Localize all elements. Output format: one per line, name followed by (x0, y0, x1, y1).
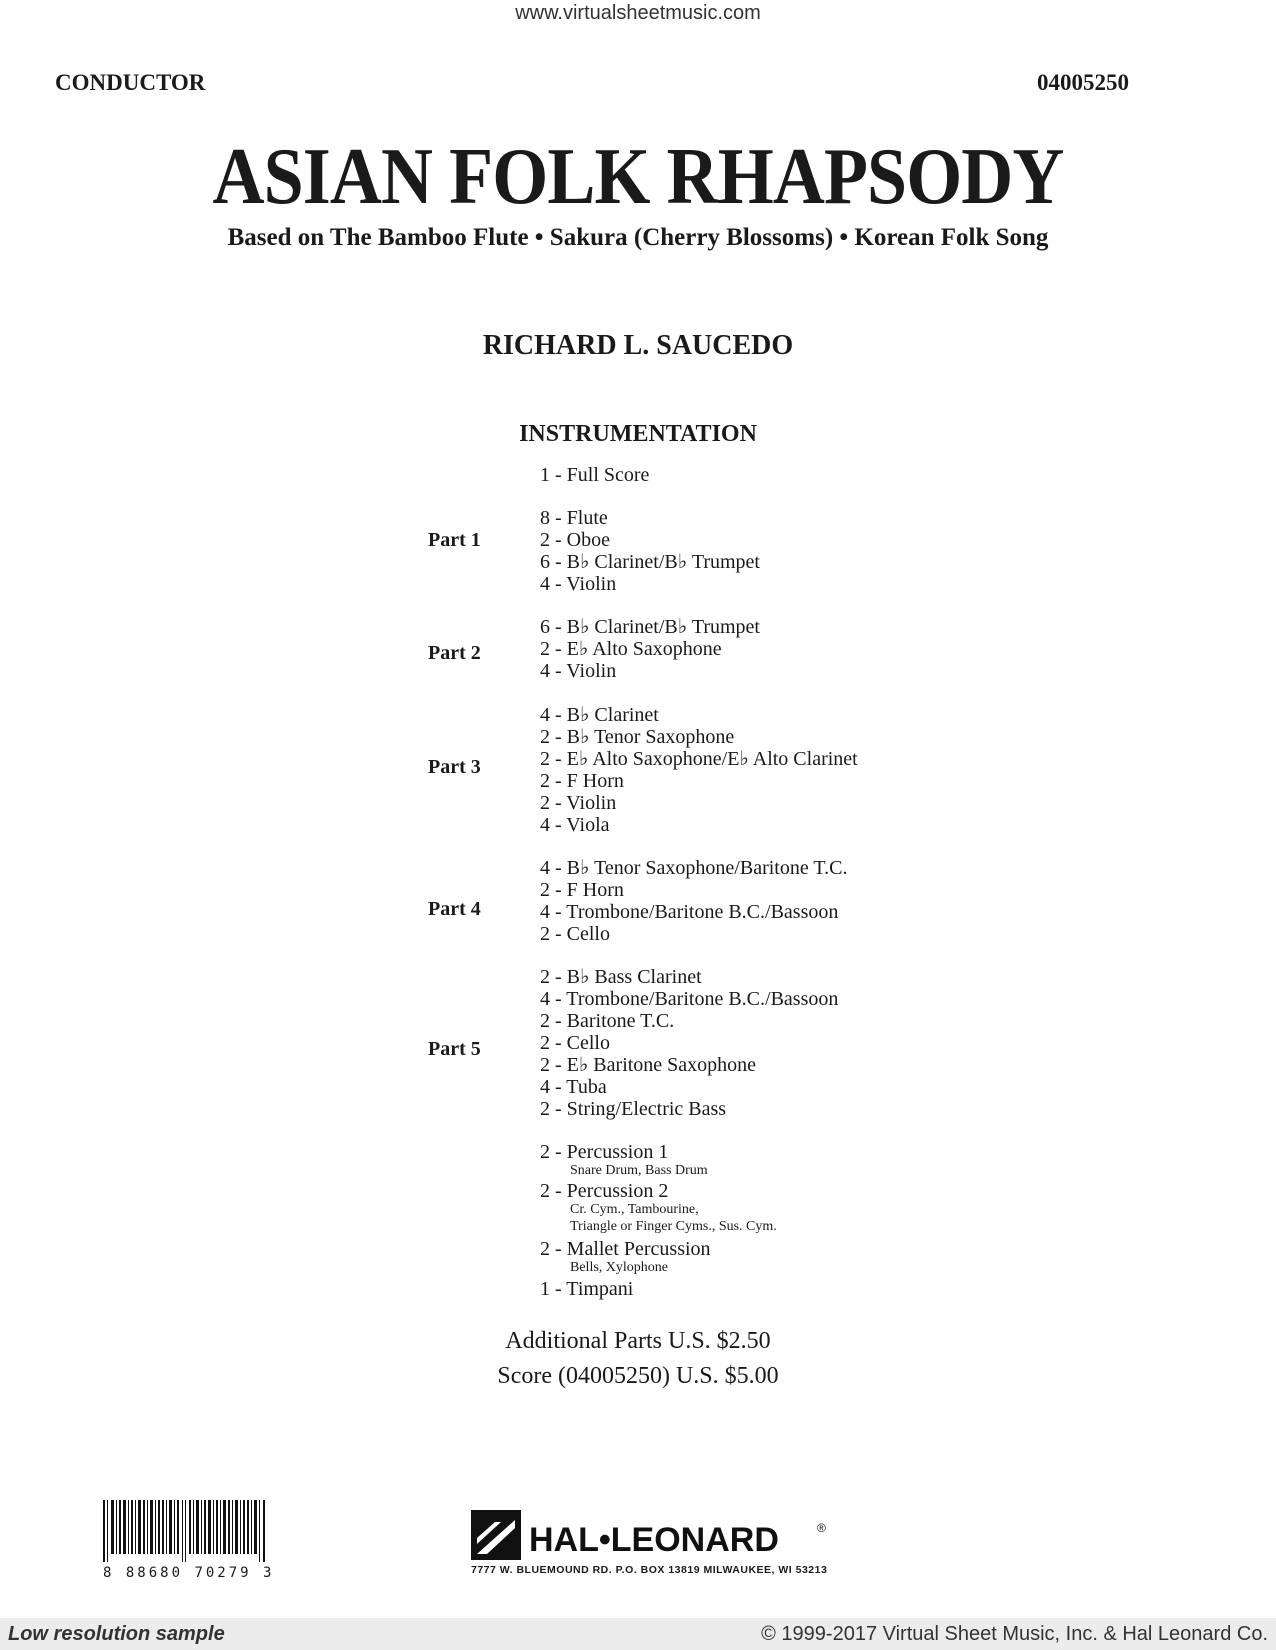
list-item: 2 - Violin (540, 792, 617, 814)
registered-mark: ® (817, 1521, 826, 1535)
list-item-detail: Cr. Cym., Tambourine, (570, 1202, 699, 1217)
list-item: 4 - Violin (540, 573, 617, 595)
list-item: 2 - Cello (540, 923, 610, 945)
list-item: 6 - B♭ Clarinet/B♭ Trumpet (540, 616, 760, 638)
list-item: 4 - Trombone/Baritone B.C./Bassoon (540, 988, 839, 1010)
list-item: 2 - String/Electric Bass (540, 1098, 727, 1120)
list-item-detail: Triangle or Finger Cyms., Sus. Cym. (570, 1219, 777, 1234)
list-item-detail: Snare Drum, Bass Drum (570, 1163, 708, 1178)
list-item: 6 - B♭ Clarinet/B♭ Trumpet (540, 551, 760, 573)
list-item: 2 - E♭ Baritone Saxophone (540, 1054, 757, 1076)
conductor-label: CONDUCTOR (55, 70, 206, 95)
list-item: 2 - Percussion 1 (540, 1141, 669, 1163)
list-item: 2 - F Horn (540, 770, 624, 792)
list-item: 4 - Violin (540, 660, 617, 682)
source-url[interactable]: www.virtualsheetmusic.com (515, 2, 761, 24)
catalog-number: 04005250 (1037, 70, 1129, 95)
list-item: 2 - B♭ Bass Clarinet (540, 966, 702, 988)
subtitle: Based on The Bamboo Flute • Sakura (Cherry Blossoms) • Korean Folk Song (227, 224, 1049, 251)
barcode-image (103, 1500, 265, 1562)
score-price: Score (04005250) U.S. $5.00 (497, 1363, 779, 1389)
part-label: Part 1 (428, 529, 481, 551)
list-item: 2 - Percussion 2 (540, 1180, 669, 1202)
list-item: 2 - Mallet Percussion (540, 1238, 711, 1260)
page-title: ASIAN FOLK RHAPSODY (212, 133, 1064, 221)
list-item: 1 - Full Score (540, 464, 650, 486)
part-label: Part 3 (428, 756, 481, 778)
list-item: 2 - F Horn (540, 879, 624, 901)
list-item: 2 - Cello (540, 1032, 610, 1054)
composer: RICHARD L. SAUCEDO (482, 330, 794, 361)
barcode-digit-right: 3 (263, 1565, 275, 1581)
list-item: 2 - B♭ Tenor Saxophone (540, 726, 735, 748)
list-item: 4 - B♭ Tenor Saxophone/Baritone T.C. (540, 857, 848, 879)
part-label: Part 2 (428, 642, 481, 664)
barcode-digit-left: 8 (103, 1565, 115, 1581)
list-item: 4 - B♭ Clarinet (540, 704, 659, 726)
publisher-address: 7777 W. BLUEMOUND RD. P.O. BOX 13819 MILWAUKEE, WI 53213 (471, 1564, 828, 1576)
list-item: 8 - Flute (540, 507, 608, 529)
copyright-notice: © 1999-2017 Virtual Sheet Music, Inc. & Hal Leonard Co. (761, 1623, 1268, 1645)
list-item: 2 - E♭ Alto Saxophone/E♭ Alto Clarinet (540, 748, 858, 770)
list-item-detail: Bells, Xylophone (570, 1260, 668, 1275)
list-item: 2 - Oboe (540, 529, 610, 551)
publisher-name: HAL•LEONARD (529, 1521, 779, 1559)
list-item: 1 - Timpani (540, 1278, 634, 1300)
barcode-digits-middle: 88680 70279 (125, 1565, 252, 1581)
barcode-digits (103, 1565, 274, 1581)
part-label: Part 4 (428, 898, 481, 920)
part-label: Part 5 (428, 1038, 481, 1060)
additional-parts-price: Additional Parts U.S. $2.50 (505, 1328, 771, 1354)
list-item: 4 - Trombone/Baritone B.C./Bassoon (540, 901, 839, 923)
low-resolution-note: Low resolution sample (8, 1623, 225, 1645)
list-item: 2 - Baritone T.C. (540, 1010, 675, 1032)
list-item: 4 - Viola (540, 814, 610, 836)
list-item: 2 - E♭ Alto Saxophone (540, 638, 722, 660)
hal-leonard-logo (471, 1510, 831, 1560)
list-item: 4 - Tuba (540, 1076, 607, 1098)
instrumentation-heading: INSTRUMENTATION (519, 421, 757, 447)
